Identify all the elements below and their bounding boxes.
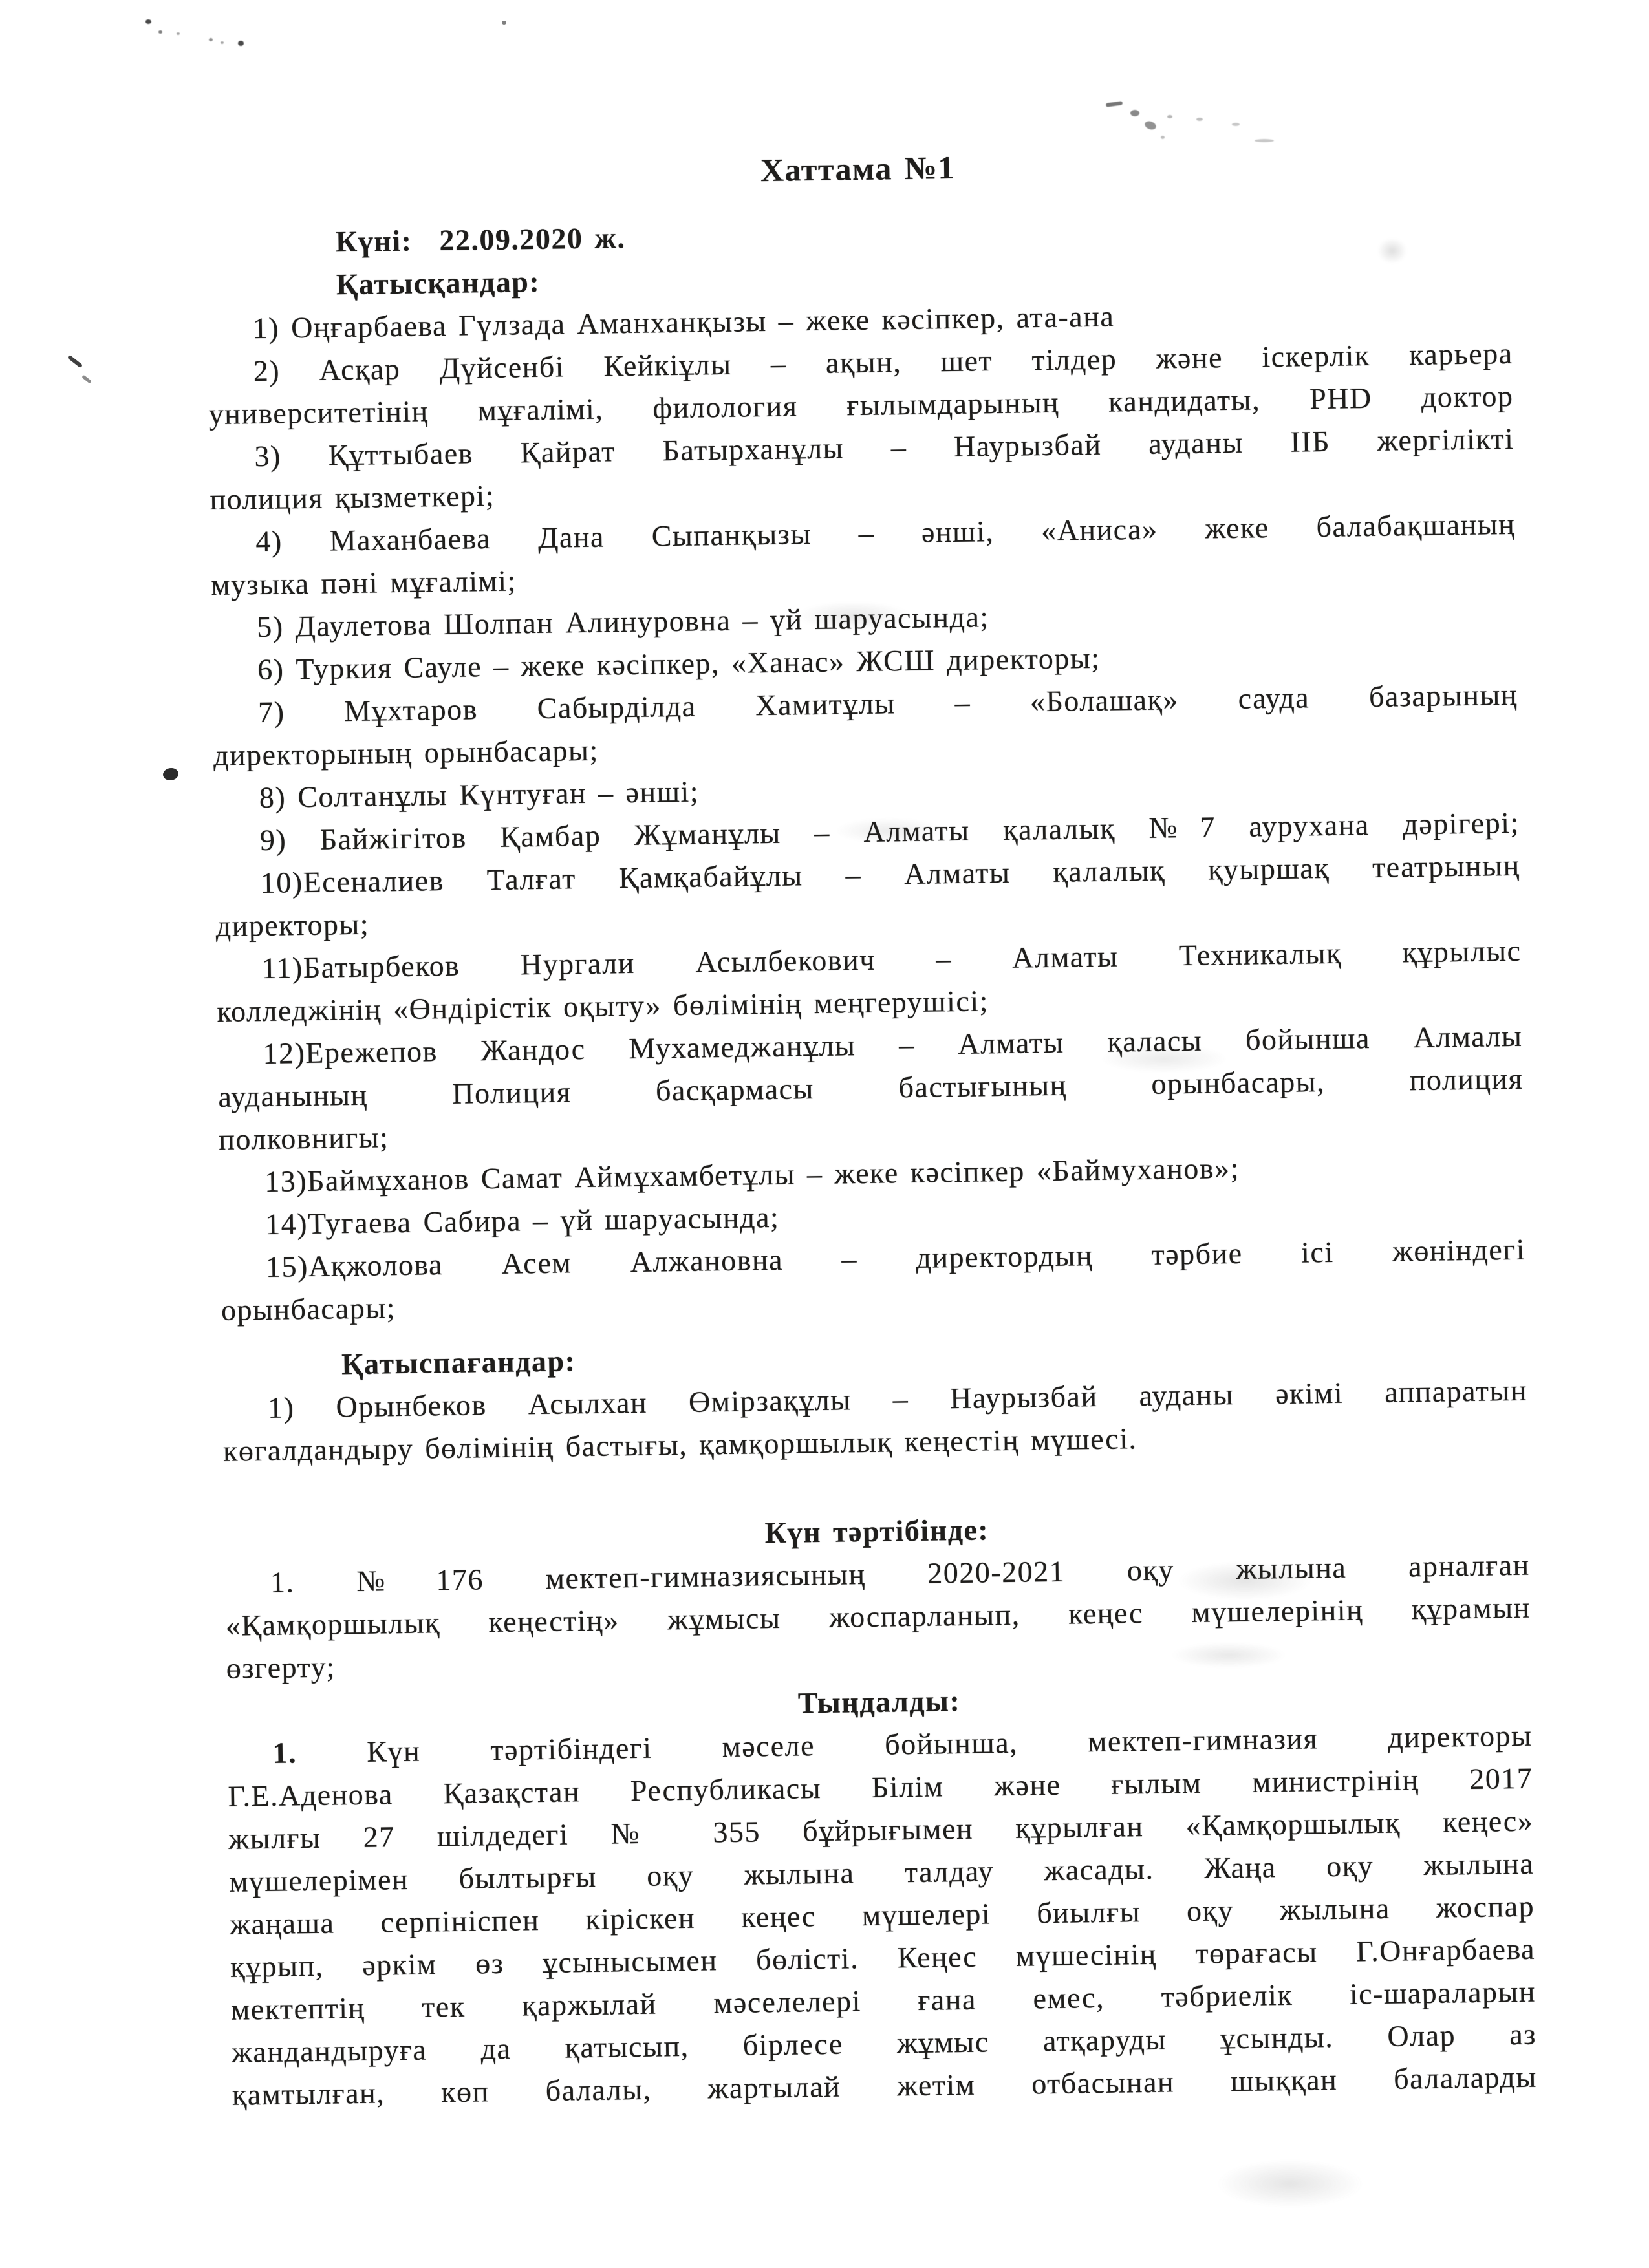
absent-line: 1) Орынбеков Асылхан Өмірзақұлы – Наурызбай ауданы әкімі аппаратын: [267, 1373, 1528, 1424]
agenda-line: өзгерту;: [226, 1650, 336, 1685]
participant-line: 4) Маханбаева Дана Сыпанқызы – әнші, «Аниса» жеке балабақшаның: [255, 507, 1516, 559]
date-value: 22.09.2020 ж.: [439, 221, 626, 257]
participant-line: колледжінің «Өндірістік оқыту» бөлімінің меңгерушісі;: [217, 984, 989, 1028]
participant-line: 5) Даулетова Шолпан Алинуровна – үй шаруасында;: [256, 600, 989, 644]
participant-line: университетінің мұғалімі, филология ғылымдарының кандидаты, PHD доктор: [208, 379, 1514, 431]
participant-line: музыка пәні мұғалімі;: [210, 564, 517, 602]
participant-line: 8) Солтанұлы Күнтуған – әнші;: [259, 775, 700, 815]
scan-smudge: [1216, 2159, 1364, 2208]
heard-line: жандандыруға да қатысып, бірлесе жұмыс атқаруды ұсынды. Олар аз: [231, 2017, 1537, 2069]
participant-line: орынбасары;: [221, 1291, 396, 1327]
date-label: Күні:: [335, 224, 413, 259]
participant-line: 11)Батырбеков Нургали Асылбекович – Алматы Техникалық құрылыс: [261, 934, 1522, 985]
participant-line: 10)Есеналиев Талғат Қамқабайұлы – Алматы қалалық қуыршақ театрының: [260, 848, 1520, 899]
scan-speck-streak-top-left: [146, 16, 255, 52]
heard-line: жаңаша серпініспен кіріскен кеңес мүшелері биылғы оқу жылына жоспар: [229, 1889, 1535, 1941]
absent-line: көгалдандыру бөлімінің бастығы, қамқоршылық кеңестің мүшесі.: [222, 1422, 1137, 1468]
participant-line: директорының орынбасары;: [213, 733, 599, 772]
scan-mark-left-margin: [67, 355, 83, 369]
participant-line: ауданының Полиция басқармасы бастығының орынбасары, полиция: [218, 1062, 1524, 1113]
document-body: [205, 138, 1537, 2117]
participant-line: 7) Мұхтаров Сабырділда Хамитұлы – «Болашақ» сауда базарының: [257, 678, 1518, 729]
participant-line: 2) Асқар Дүйсенбі Кейкіұлы – ақын, шет тілдер және іскерлік карьера: [253, 336, 1513, 388]
participant-line: директоры;: [215, 907, 370, 943]
agenda-line: 1. №176 мектеп-гимназиясының 2020-2021 оқу жылына арналған: [270, 1548, 1531, 1599]
heard-line: мектептің тек қаржылай мәселелері ғана емес, тәбриелік іс-шараларын: [230, 1974, 1536, 2026]
scan-ink-dot: [162, 767, 179, 781]
heard-line: мүшелерімен былтырғы оқу жылына талдау жасады. Жаңа оқу жылына: [229, 1846, 1535, 1898]
participants-heading: Қатысқандар:: [336, 264, 541, 301]
participant-line: 9) Байжігітов Қамбар Жұманұлы – Алматы қалалық №7 аурухана дәрігері;: [259, 806, 1520, 857]
absent-heading: Қатыспағандар:: [341, 1344, 576, 1381]
participant-line: полиция қызметкері;: [210, 478, 495, 517]
document-title: Хаттама №1: [760, 149, 956, 189]
heard-paragraph: [227, 1715, 1537, 2117]
participant-line: 3) Құттыбаев Қайрат Батырханұлы – Наурызбай ауданы ІІБ жергілікті: [254, 422, 1514, 473]
agenda-line: «Қамқоршылық кеңестің» жұмысы жоспарланып, кеңес мүшелерінің құрамын: [225, 1590, 1531, 1642]
participant-line: 14)Тугаева Сабира – үй шаруасында;: [264, 1200, 780, 1241]
participant-line: 13)Баймұханов Самат Аймұхамбетұлы – жеке кәсіпкер «Баймуханов»;: [264, 1151, 1240, 1198]
absent-list: [222, 1369, 1529, 1473]
heard-line-text: Күн тәртібіндегі мәселе бойынша, мектеп-гимназия директоры: [366, 1718, 1533, 1768]
heard-line: жылғы 27 шілдедегі № 355 бұйрығымен құрылған «Қамқоршылық кеңес»: [228, 1804, 1534, 1856]
participant-line: 1) Оңғарбаева Гүлзада Аманханқызы – жеке кәсіпкер, ата-ана: [252, 299, 1115, 345]
participants-list: [207, 290, 1526, 1332]
agenda-list: [224, 1544, 1531, 1690]
heard-item-number: 1.: [272, 1736, 297, 1770]
participant-line: 15)Ақжолова Асем Алжановна – директордың тәрбие ісі жөніндегі: [265, 1232, 1526, 1283]
heard-heading: Тыңдалды:: [797, 1684, 961, 1720]
heard-line: құрып, әркім өз ұсынысымен бөлісті. Кеңес мүшесінің төрағасы Г.Онғарбаева: [230, 1932, 1536, 1984]
heard-line: қамтылған, көп балалы, жартылай жетім отбасынан шыққан балаларды: [232, 2060, 1538, 2112]
agenda-heading: Күн тәртібінде:: [764, 1513, 989, 1550]
participant-line: 12)Ережепов Жандос Мухамеджанұлы – Алматы қаласы бойынша Алмалы: [263, 1019, 1523, 1070]
scan-speck: [502, 21, 506, 25]
participant-line: 6) Туркия Сауле – жеке кәсіпкер, «Ханас» ЖСШ директоры;: [257, 641, 1101, 687]
scan-mark-left-margin: [81, 375, 92, 384]
participant-line: полковнигы;: [218, 1120, 389, 1156]
heard-line: Г.Е.Аденова Қазақстан Республикасы Білім және ғылым министрінің 2017: [228, 1761, 1533, 1813]
